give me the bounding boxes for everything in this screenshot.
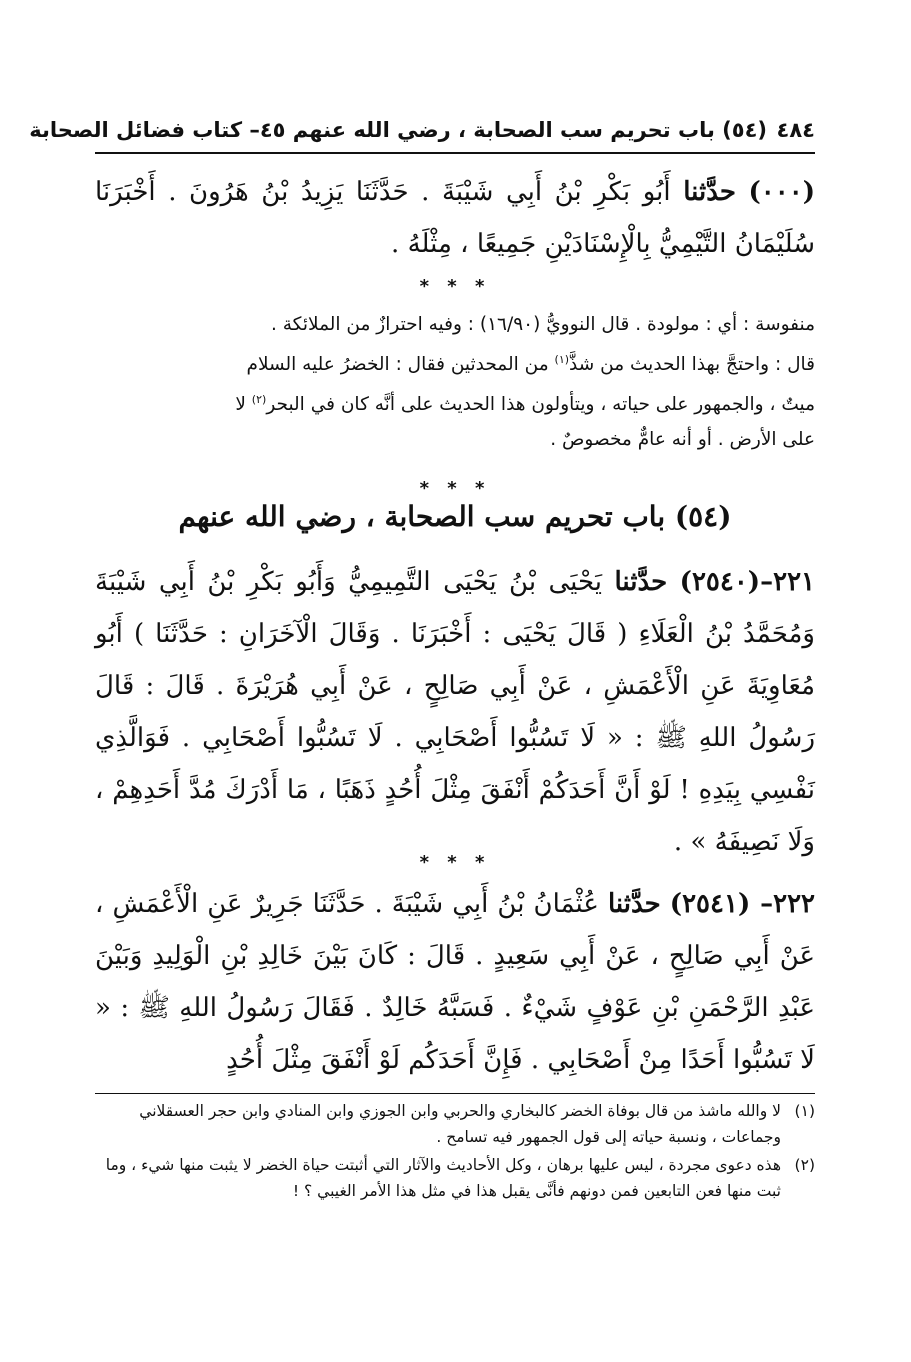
footnote-1: [95, 1098, 815, 1150]
hadith-text: أَبُو بَكْرِ بْنُ أَبِي شَيْبَةَ . حَدَّثَنَا يَزِيدُ بْنُ هَرُونَ . أَخْبَرَنَا سُلَيْمَانُ التَّيْمِيُّ بِالْإِسْنَادَيْنِ جَمِيعًا ، مِثْلَهُ .: [95, 177, 815, 259]
hadith-lead: حدَّثنا: [607, 889, 661, 919]
hadith-lead: حدَّثنا: [614, 567, 668, 597]
commentary-line-1: منفوسة : أي : مولودة . قال النوويُّ (١٦/٩٠) : وفيه احترازٌ من الملائكة .: [270, 314, 815, 335]
commentary: [95, 307, 815, 457]
page-number: ٤٨٤: [776, 118, 815, 142]
running-title: (٥٤) باب تحريم سب الصحابة ، رضي الله عنهم ٤٥– كتاب فضائل الصحابة: [29, 118, 767, 142]
footnote-2: [95, 1152, 815, 1204]
hadith-label: ٢٢١–(٢٥٤٠): [679, 567, 816, 597]
footnote-ref-2: (٢): [251, 393, 267, 407]
commentary-line-2: قال : واحتجَّ بهذا الحديث من شذَّ$^{(١)}$ من المحدثين فقال : الخضرُ عليه السلام: [246, 353, 815, 376]
hadith-label: ٢٢٢– (٢٥٤١): [669, 889, 816, 919]
page-header: [29, 112, 815, 154]
footnote-ref-1: (١): [554, 353, 570, 366]
footnote-label: (١): [794, 1102, 815, 1120]
commentary-line-3: ميتٌ ، والجمهور على حياته ، ويتأولون هذا الحديث على أنَّه كان في البحر$^{(٢)}$ لا: [235, 393, 815, 416]
hadith-text: عُثْمَانُ بْنُ أَبِي شَيْبَةَ . حَدَّثَنَا جَرِيرٌ عَنِ الْأَعْمَشِ ، عَنْ أَبِي صَالِحٍ ، عَنْ أَبِي سَعِيدٍ . قَالَ : كَانَ بَيْنَ خَالِدِ بْنِ الْوَلِيدِ وَبَيْنَ عَبْدِ الرَّحْمَنِ بْنِ عَوْفٍ شَيْءٌ . فَسَبَّهُ خَالِدٌ . فَقَالَ رَسُولُ اللهِ ﷺ : « لَا تَسُبُّوا أَحَدًا مِنْ أَصْحَابِي . فَإِنَّ أَحَدَكُم لَوْ أَنْفَقَ مِثْلَ أُحُدٍ: [95, 889, 815, 1075]
footnotes: [95, 1098, 815, 1206]
chapter-title: (٥٤) باب تحريم سب الصحابة ، رضي الله عنهم: [178, 500, 732, 533]
footnote-label: (٢): [794, 1156, 815, 1174]
hadith-label: (٠٠٠): [748, 177, 816, 207]
separator-1: * * *: [419, 276, 491, 297]
hadith-lead: حدَّثنا: [683, 177, 736, 207]
footnote-text: لا والله ماشذ من قال بوفاة الخضر كالبخاري والحربي وابن الجوزي وابن المنادي وابن حجر العسقلاني وجماعات ، ونسبة حياته إلى قول الجمهور فيه تسامح .: [139, 1102, 781, 1146]
hadith-text: يَحْيَى بْنُ يَحْيَى التَّمِيمِيُّ وَأَبُو بَكْرِ بْنُ أَبِي شَيْبَةَ وَمُحَمَّدُ بْنُ الْعَلَاءِ ( قَالَ يَحْيَى : أَخْبَرَنَا . وَقَالَ الْآخَرَانِ : حَدَّثَنَا ) أَبُو مُعَاوِيَةَ عَنِ الْأَعْمَشِ ، عَنْ أَبِي صَالِحٍ ، عَنْ أَبِي هُرَيْرَةَ . قَالَ : قَالَ رَسُولُ اللهِ ﷺ : « لَا تَسُبُّوا أَصْحَابِي . لَا تَسُبُّوا أَصْحَابِي . فَوَالَّذِي نَفْسِي بِيَدِهِ ! لَوْ أَنَّ أَحَدَكُمْ أَنْفَقَ مِثْلَ أُحُدٍ ذَهَبًا ، مَا أَدْرَكَ مُدَّ أَحَدِهِمْ ، وَلَا نَصِيفَهُ » .: [95, 567, 815, 857]
hadith-2540: [95, 556, 815, 868]
commentary-line-4: على الأرض . أو أنه عامٌّ مخصوصٌ .: [550, 429, 815, 451]
separator-3: * * *: [419, 852, 491, 873]
separator-2: * * *: [419, 478, 491, 499]
hadith-000: [95, 166, 815, 270]
footnote-divider: [95, 1093, 815, 1094]
hadith-2541: [95, 878, 815, 1086]
footnote-text: هذه دعوى مجردة ، ليس عليها برهان ، وكل الأحاديث والآثار التي أثبتت حياة الخضر لا يثبت منها شيء ، وما ثبت منها فعن التابعين فمن دونهم فأنَّى يقبل هذا في مثل هذا الأمر الغيبي ؟ !: [105, 1156, 781, 1200]
